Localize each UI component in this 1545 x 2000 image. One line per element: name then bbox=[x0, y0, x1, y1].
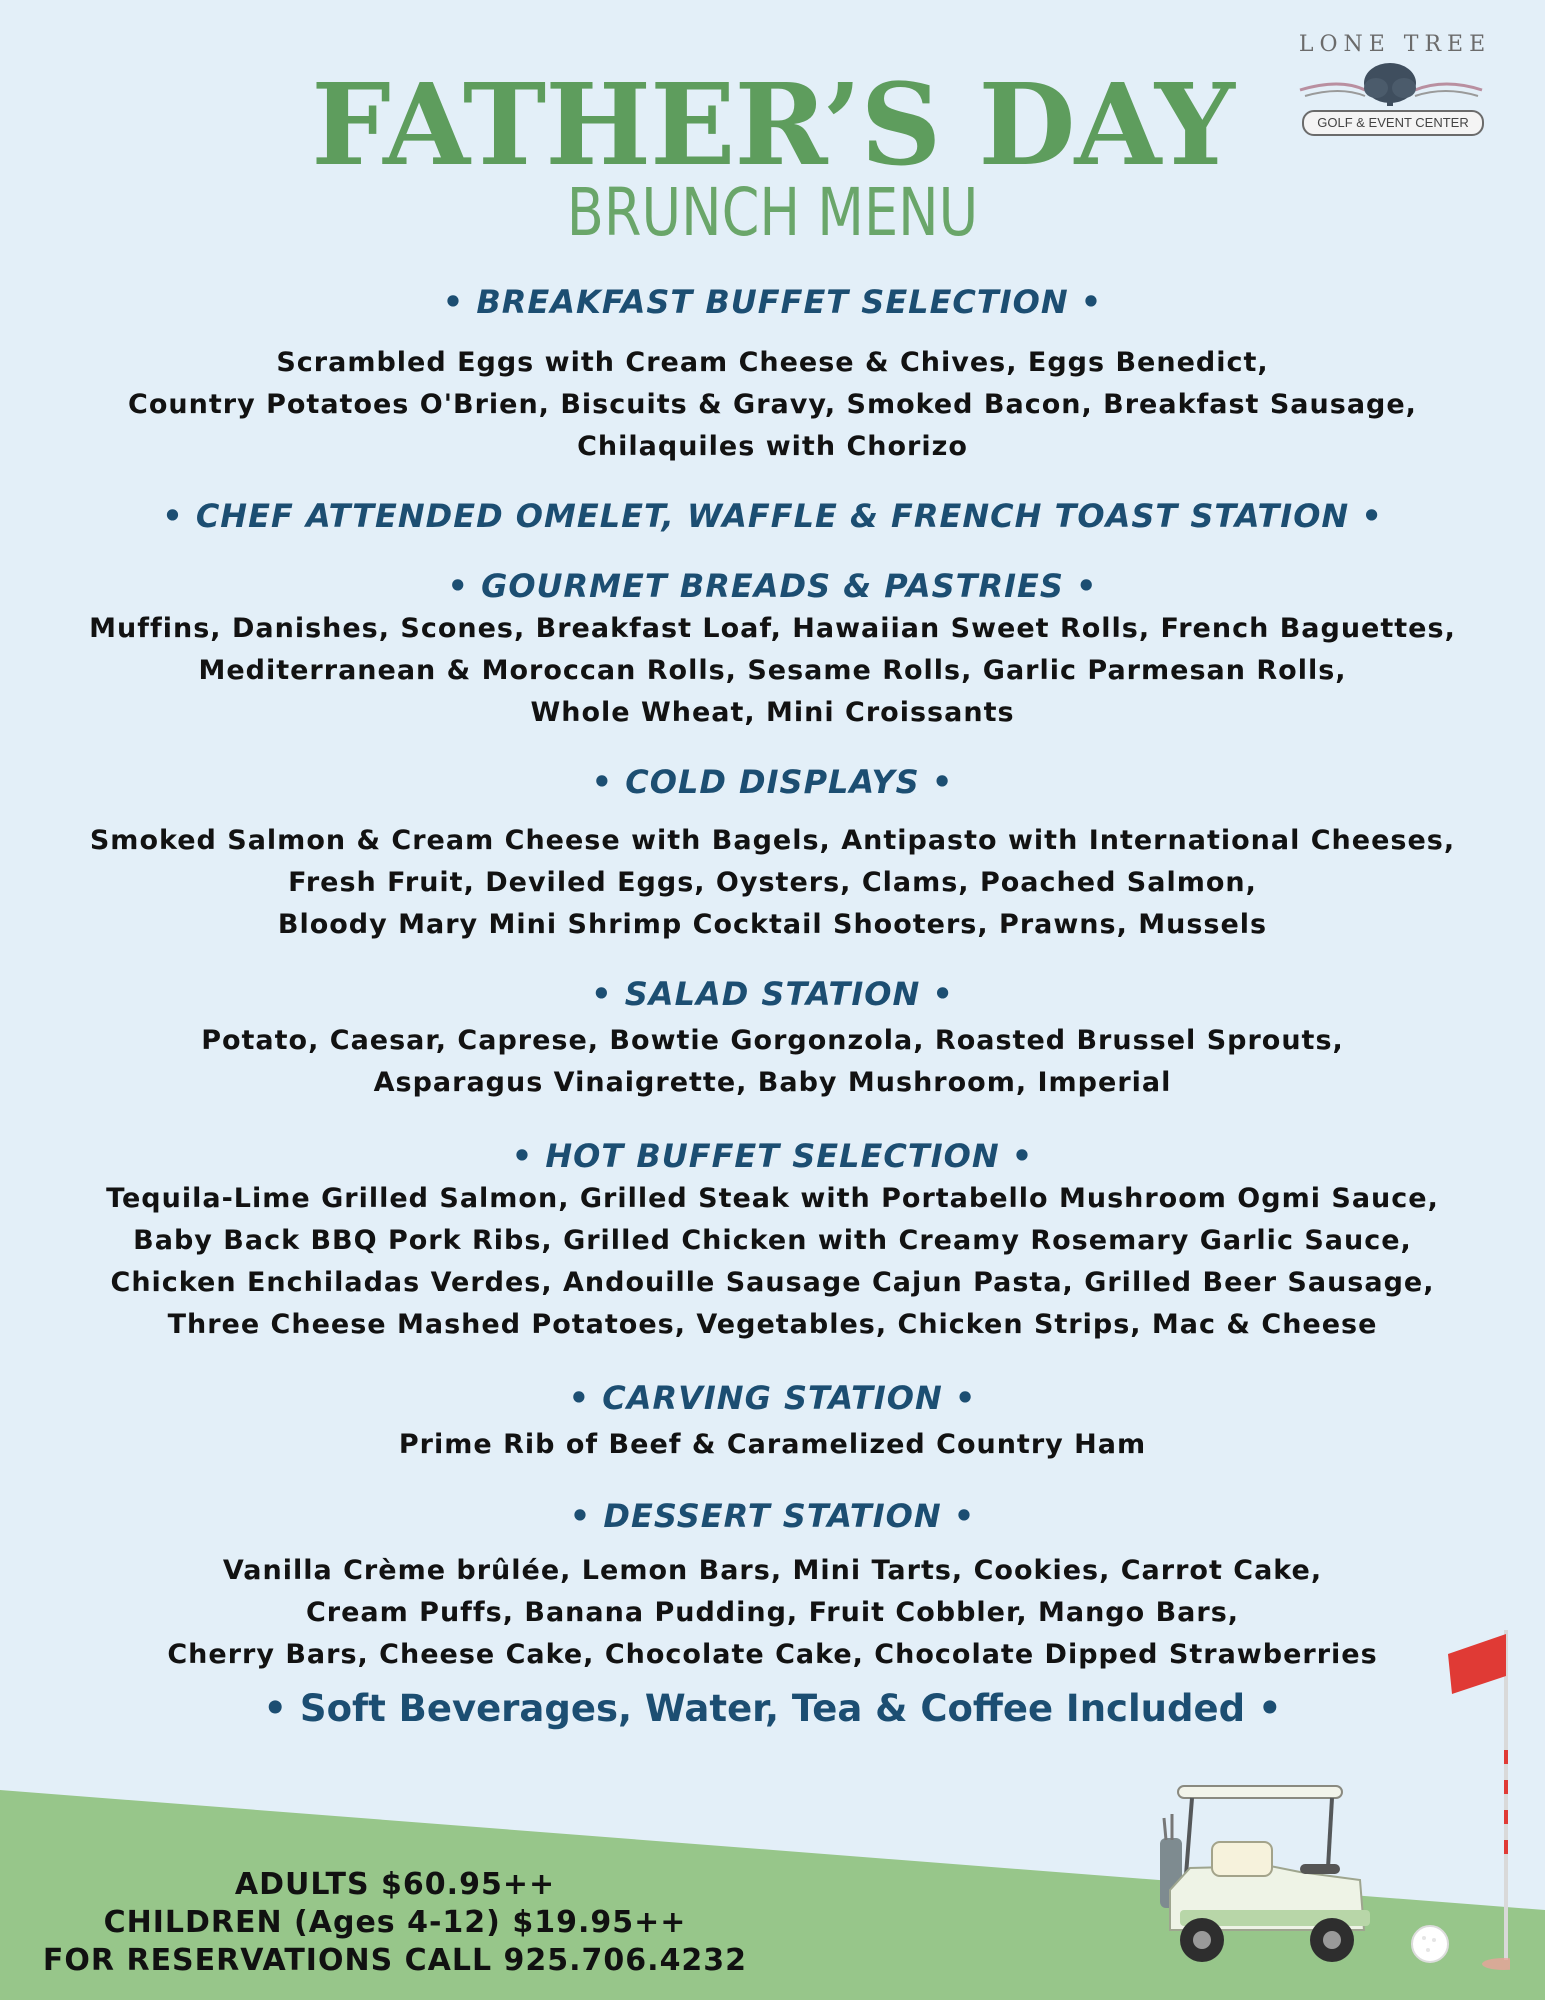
section-heading: • CARVING STATION • bbox=[568, 1379, 977, 1417]
menu-line: Cream Puffs, Banana Pudding, Fruit Cobbler, Mango Bars, bbox=[305, 1597, 1240, 1628]
menu-section-carving bbox=[0, 1376, 1545, 1466]
golf-ball-icon bbox=[1408, 1922, 1452, 1966]
logo-tagline: GOLF & EVENT CENTER bbox=[1302, 110, 1484, 136]
page-subtitle: BRUNCH MENU bbox=[566, 174, 979, 251]
menu-section-cold-displays bbox=[0, 760, 1545, 946]
menu-section-chef-station bbox=[0, 494, 1545, 538]
section-heading: • CHEF ATTENDED OMELET, WAFFLE & FRENCH TOAST STATION • bbox=[162, 497, 1383, 535]
menu-line: Asparagus Vinaigrette, Baby Mushroom, Imperial bbox=[373, 1067, 1172, 1098]
menu-line: Chilaquiles with Chorizo bbox=[577, 431, 968, 462]
reservation-phone: FOR RESERVATIONS CALL 925.706.4232 bbox=[42, 1943, 748, 1978]
menu-line: Bloody Mary Mini Shrimp Cocktail Shooters, Prawns, Mussels bbox=[277, 909, 1268, 940]
golf-cart-icon bbox=[1150, 1780, 1380, 1975]
menu-section-breakfast bbox=[0, 280, 1545, 468]
section-heading: • BREAKFAST BUFFET SELECTION • bbox=[442, 283, 1103, 321]
section-heading: • SALAD STATION • bbox=[591, 975, 954, 1013]
menu-line: Potato, Caesar, Caprese, Bowtie Gorgonzola, Roasted Brussel Sprouts, bbox=[201, 1025, 1344, 1056]
menu-line: Tequila-Lime Grilled Salmon, Grilled Steak with Portabello Mushroom Ogmi Sauce, bbox=[106, 1183, 1439, 1214]
beverage-note: • Soft Beverages, Water, Tea & Coffee Included • bbox=[263, 1687, 1282, 1730]
menu-line: Scrambled Eggs with Cream Cheese & Chives, Eggs Benedict, bbox=[276, 347, 1269, 378]
menu-section-salad bbox=[0, 972, 1545, 1104]
menu-line: Vanilla Crème brûlée, Lemon Bars, Mini Tarts, Cookies, Carrot Cake, bbox=[222, 1555, 1323, 1586]
menu-section-hot-buffet bbox=[0, 1134, 1545, 1346]
adult-price: ADULTS $60.95++ bbox=[234, 1867, 556, 1902]
menu-line: Whole Wheat, Mini Croissants bbox=[530, 697, 1015, 728]
menu-line: Fresh Fruit, Deviled Eggs, Oysters, Clams, Poached Salmon, bbox=[288, 867, 1257, 898]
pricing-block bbox=[0, 1866, 790, 1980]
menu-line: Prime Rib of Beef & Caramelized Country Ham bbox=[398, 1429, 1147, 1460]
menu-section-dessert bbox=[0, 1494, 1545, 1676]
section-heading: • HOT BUFFET SELECTION • bbox=[511, 1137, 1034, 1175]
menu-line: Chicken Enchiladas Verdes, Andouille Sausage Cajun Pasta, Grilled Beer Sausage, bbox=[110, 1267, 1435, 1298]
logo-name: LONE TREE bbox=[1298, 32, 1492, 57]
menu-line: Country Potatoes O'Brien, Biscuits & Gravy, Smoked Bacon, Breakfast Sausage, bbox=[128, 389, 1417, 420]
menu-line: Smoked Salmon & Cream Cheese with Bagels, Antipasto with International Cheeses, bbox=[89, 825, 1456, 856]
section-heading: • DESSERT STATION • bbox=[569, 1497, 976, 1535]
menu-section-breads bbox=[0, 564, 1545, 734]
menu-line: Cherry Bars, Cheese Cake, Chocolate Cake, Chocolate Dipped Strawberries bbox=[167, 1639, 1378, 1670]
section-heading: • GOURMET BREADS & PASTRIES • bbox=[447, 567, 1098, 605]
menu-line: Three Cheese Mashed Potatoes, Vegetables, Chicken Strips, Mac & Cheese bbox=[167, 1309, 1378, 1340]
page-title: FATHER’S DAY bbox=[311, 60, 1234, 191]
menu-line: Mediterranean & Moroccan Rolls, Sesame Rolls, Garlic Parmesan Rolls, bbox=[198, 655, 1347, 686]
child-price: CHILDREN (Ages 4-12) $19.95++ bbox=[103, 1905, 687, 1940]
menu-line: Muffins, Danishes, Scones, Breakfast Loaf, Hawaiian Sweet Rolls, French Baguettes, bbox=[89, 613, 1456, 644]
menu-line: Baby Back BBQ Pork Ribs, Grilled Chicken with Creamy Rosemary Garlic Sauce, bbox=[133, 1225, 1412, 1256]
section-heading: • COLD DISPLAYS • bbox=[591, 763, 954, 801]
beverage-note-wrap bbox=[0, 1684, 1545, 1734]
